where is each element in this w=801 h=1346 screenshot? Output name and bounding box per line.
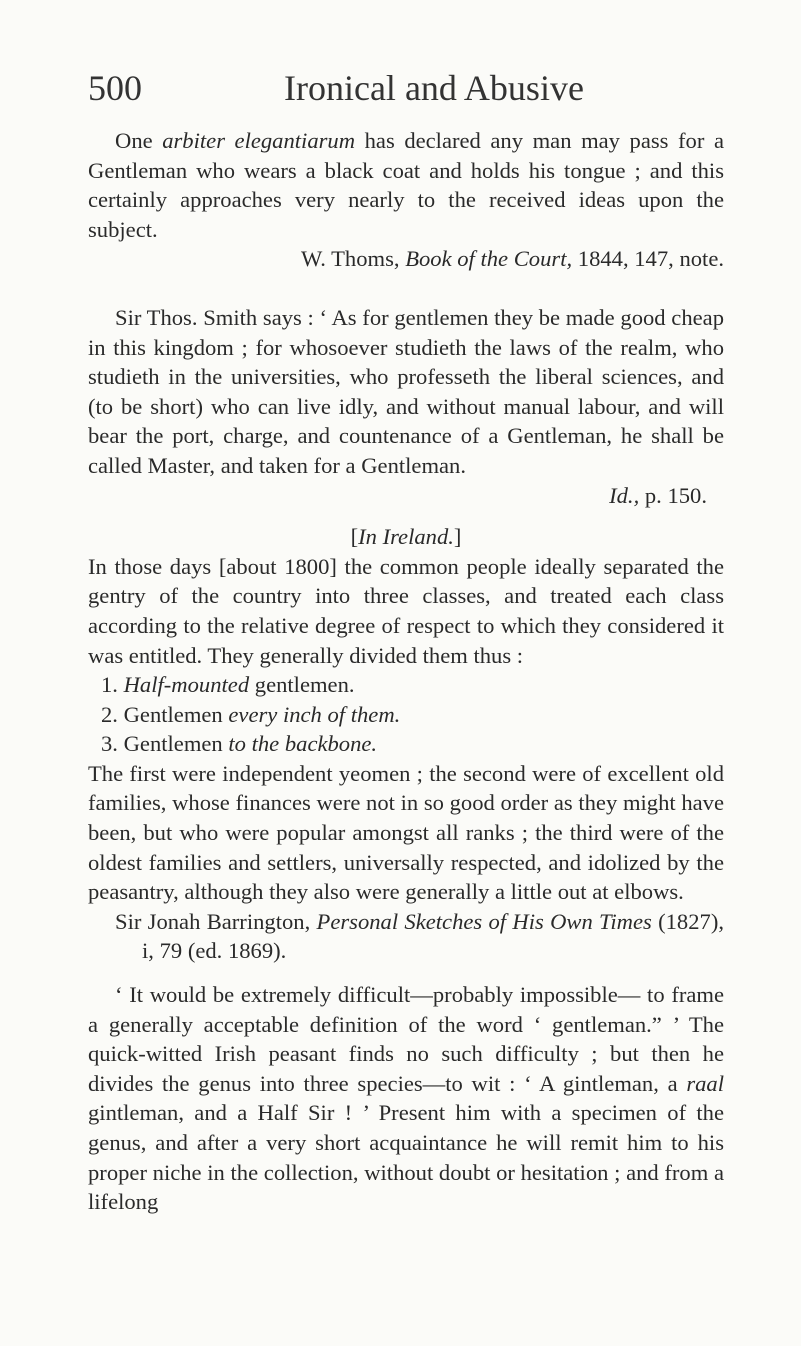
running-head (88, 66, 708, 110)
italic-word: raal (686, 1070, 724, 1096)
list-number: 1. (101, 672, 118, 698)
list-text: gentlemen. (249, 672, 355, 698)
section-title: In Ireland. (358, 524, 454, 550)
citation-barrington (88, 907, 724, 966)
bracket: [ (350, 524, 359, 550)
citation-author: Sir Jonah Barrington, (115, 908, 317, 934)
paragraph-text: ‘ It would be extremely difficult—probably impossible— to frame a generally acceptable definition of the word ‘ gentleman.” ’ The quick-witted Irish peasant finds no such difficulty ; but then he divides the genus into three species—to wit : ‘ A gintleman, a (88, 982, 724, 1096)
chapter-title: Ironical and Abusive (284, 68, 584, 108)
paragraph-barrington: In those days [about 1800] the common people ideally separated the gentry of the country into three classes, and treated each class according to the relative degree of respect to which they considered it was entitled. They generally divided them thus : (88, 553, 724, 668)
paragraph-text: One (115, 128, 163, 153)
section-heading-ireland (88, 522, 724, 552)
paragraph-arbiter (88, 126, 724, 244)
paragraph-text: gintleman, and a Half Sir ! ’ Present him with a specimen of the genus, and after a very short acquaintance he will remit him to his proper niche in the collection, without doubt or hesitation ; and from a lifelong (88, 1100, 724, 1215)
list-italic: every inch of them. (228, 701, 401, 727)
list-item (88, 729, 724, 759)
citation-work: Book of the Court, (405, 246, 573, 272)
list-item (88, 670, 724, 700)
spacer (88, 510, 724, 522)
citation-id (88, 481, 724, 511)
list-italic: Half-mounted (123, 672, 250, 698)
page-number: 500 (88, 68, 142, 108)
list-item (88, 700, 724, 730)
paragraph-text: has declared any man may pass for a Gentleman who wears a black coat and holds his tongue ; and this certainly approaches very nearly to the received ideas upon the subject. (88, 128, 724, 242)
spacer (88, 966, 724, 980)
bracket: ] (453, 524, 462, 550)
citation-thoms (88, 244, 724, 274)
body-text (88, 126, 724, 1217)
citation-detail: 1844, 147, note. (572, 246, 724, 272)
citation-detail: (1827), i, 79 (ed. 1869). (142, 908, 724, 964)
list-italic: to the backbone. (228, 731, 378, 757)
paragraph-classes-explained: The first were independent yeomen ; the second were of excellent old families, whose finances were not in so good order as they might have been, but who were popular amongst all ranks ; the third were of the oldest families and settlers, universally respected, and idolized by the peasantry, although they also were generally a little out at elbows. (88, 760, 724, 905)
list-text: Gentlemen (123, 731, 229, 757)
citation-detail: p. 150. (639, 482, 707, 508)
citation-author: W. Thoms, (300, 246, 406, 272)
citation-work: Id., (609, 482, 640, 508)
paragraph-irish-peasant (88, 980, 724, 1217)
italic-phrase: arbiter elegantiarum (162, 128, 356, 153)
classes-list (88, 670, 724, 759)
citation-work: Personal Sketches of His Own Times (316, 908, 652, 934)
list-number: 2. (101, 701, 118, 727)
paragraph-smith: Sir Thos. Smith says : ‘ As for gentlemen they be made good cheap in this kingdom ; for whosoever studieth the laws of the realm, who studieth in the universities, who professeth the liberal sciences, and (to be short) who can live idly, and without manual labour, and will bear the port, charge, and countenance of a Gentleman, he shall be called Master, and taken for a Gentleman. (88, 304, 724, 478)
list-number: 3. (101, 731, 118, 757)
spacer (88, 274, 724, 303)
list-text: Gentlemen (123, 701, 229, 727)
